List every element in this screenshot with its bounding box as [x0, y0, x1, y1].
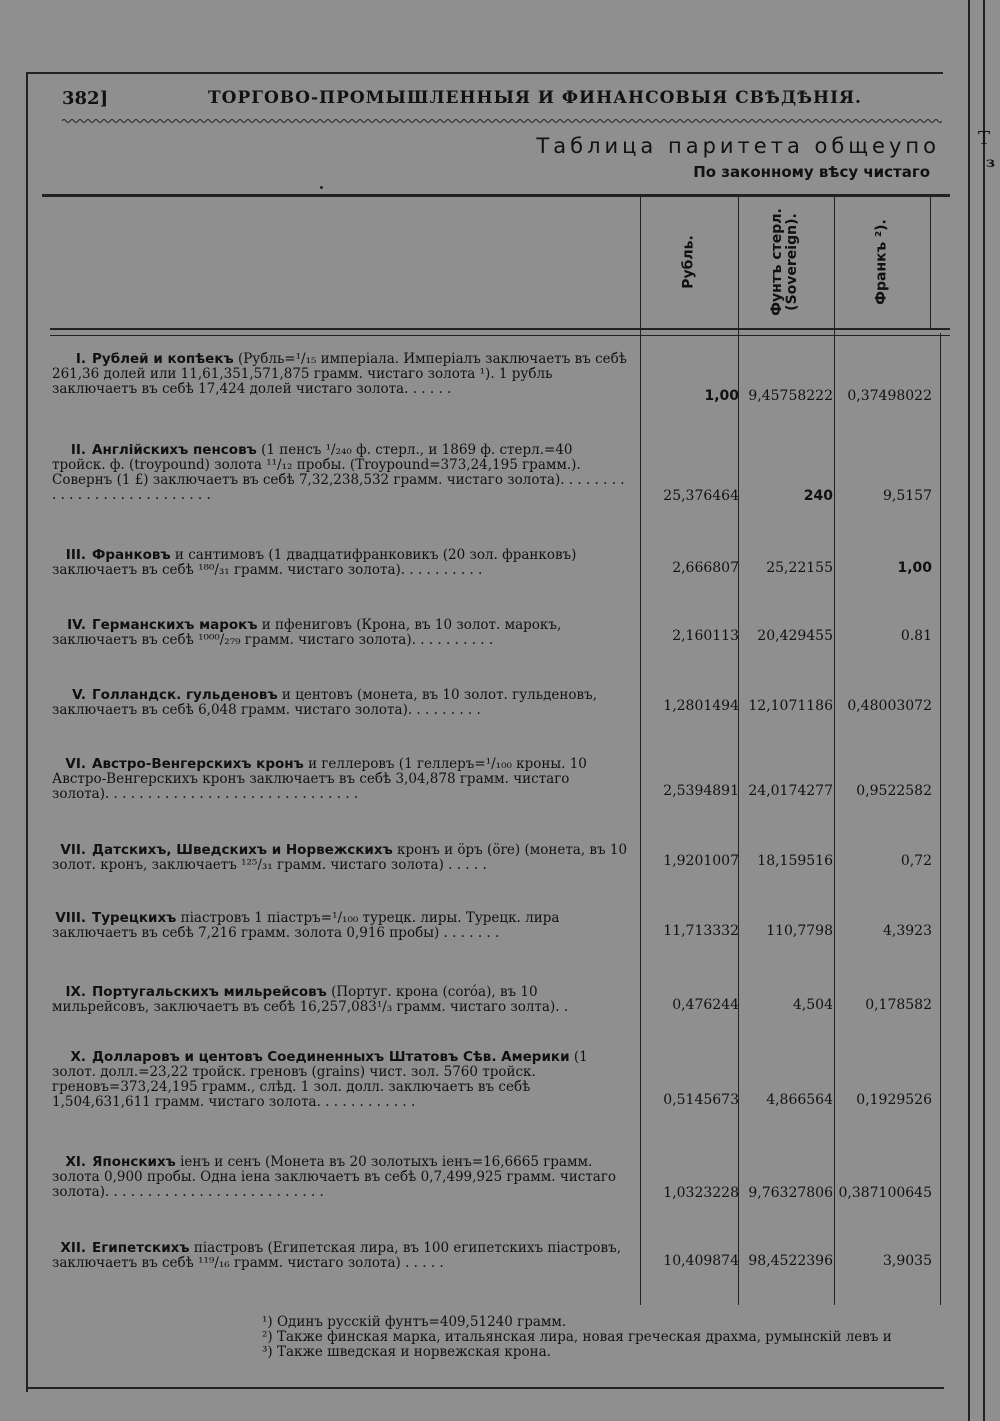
row-number: IX.: [65, 984, 86, 1000]
row-description: [52, 1050, 630, 1110]
row-currency-name: Португальскихъ мильрейсовъ: [92, 984, 327, 1000]
column-divider-4: [930, 197, 931, 328]
row-text: іенъ и сенъ (Монета въ 20 золотыхъ іенъ=16,6665 грамм. золота 0,900 пробы. Одна іена заключаетъ въ себѣ 0,7,499,925 грамм. чистаго золота). . . . . . . . . . . . . . . . . . . . . . . . . .: [52, 1154, 617, 1200]
row-description: [52, 548, 630, 578]
value-pound: 25,22155: [766, 560, 833, 576]
row-currency-name: Австро-Венгерскихъ кронъ: [92, 756, 304, 772]
row-description: [52, 911, 630, 941]
value-rub: 0,476244: [672, 997, 739, 1013]
table-subtitle: По законному вѣсу чистаго: [693, 163, 930, 181]
column-divider-1: [640, 197, 641, 1305]
row-number: IV.: [67, 617, 86, 633]
value-pound: 110,7798: [766, 923, 833, 939]
value-rub: 1,0323228: [663, 1185, 739, 1201]
row-text: и пфениговъ (Крона, въ 10 золот. марокъ, заключаетъ въ себѣ ¹⁰⁰⁰/₂₇₉ грамм. чистаго золота). . . . . . . . . .: [52, 617, 562, 648]
row-description: [52, 985, 630, 1015]
column-divider-3: [834, 197, 835, 1305]
value-franc: 0,387100645: [838, 1185, 932, 1201]
value-franc: 1,00: [897, 560, 932, 576]
value-franc: 0,48003072: [847, 698, 932, 714]
value-rub: 11,713332: [663, 923, 739, 939]
page-edge-right: [968, 0, 970, 1421]
column-header-pound: [755, 200, 815, 324]
row-currency-name-2: Соединенныхъ Штатовъ Сѣв. Америки: [267, 1049, 570, 1065]
next-page-fragment: Т: [978, 128, 993, 149]
value-rub: 1,2801494: [663, 698, 739, 714]
value-rub: 0,5145673: [663, 1092, 739, 1108]
ink-dot: [320, 186, 323, 189]
row-number: VII.: [60, 842, 86, 858]
top-rule: [28, 72, 943, 74]
value-pound: 12,1071186: [748, 698, 833, 714]
row-currency-name: Франковъ: [92, 547, 171, 563]
page-number: 382]: [62, 88, 109, 109]
running-title: ТОРГОВО-ПРОМЫШЛЕННЫЯ И ФИНАНСОВЫЯ СВѢДѢНІЯ.: [208, 88, 862, 108]
table-title: Таблица паритета общеупо: [536, 134, 940, 158]
row-description: [52, 757, 630, 802]
row-currency-name: Египетскихъ: [92, 1240, 190, 1256]
row-description: [52, 352, 630, 397]
footnote-2: ²) Также финская марка, итальянская лира, новая греческая драхма, румынскій левъ и: [262, 1329, 892, 1345]
value-rub: 2,666807: [672, 560, 739, 576]
table-top-rule: [42, 194, 950, 197]
value-pound: 9,45758222: [748, 388, 833, 404]
wavy-divider: [62, 116, 942, 126]
column-header-rub: [659, 200, 719, 324]
page-edge-left: [26, 72, 28, 1392]
row-text: (1 пенсъ ¹/₂₄₀ ф. стерл., и 1869 ф. стерл.=40 тройск. ф. (troypound) золота ¹¹/₁₂ пробы. (Troypound=373,24,195 грамм.). Совернъ (1 £) заключаетъ въ себѣ 7,32,238,532 грамм. чистаго золота). . . . . . . . . . . . . . . . . . . . . . . . . . .: [52, 442, 625, 503]
row-description: [52, 688, 630, 718]
row-currency-name: Англійскихъ пенсовъ: [92, 442, 257, 458]
row-number: XII.: [60, 1240, 86, 1256]
row-currency-name: Датскихъ, Шведскихъ и Норвежскихъ: [92, 842, 393, 858]
value-pound: 98,4522396: [748, 1253, 833, 1269]
value-pound: 240: [803, 488, 833, 504]
value-franc: 0.81: [900, 628, 932, 644]
value-franc: 0,37498022: [847, 388, 932, 404]
row-currency-name: Рублей и копѣекъ: [92, 351, 234, 367]
value-rub: 25,376464: [663, 488, 739, 504]
value-franc: 3,9035: [883, 1253, 932, 1269]
row-currency-name: Долларовъ и центовъ: [92, 1049, 263, 1065]
value-franc: 0,1929526: [856, 1092, 932, 1108]
row-description: [52, 1241, 630, 1271]
row-number: VIII.: [55, 910, 86, 926]
page-header: [62, 88, 942, 114]
row-text: (1 золот. долл.=23,22 тройск. греновъ (grains) чист. зол. 5760 тройск. греновъ=373,24,195 грамм., слѣд. 1 зол. долл. заключаетъ въ себѣ 1,504,631,611 грамм. чистаго золота. . . . . . . . . . . .: [52, 1049, 588, 1110]
row-text: и сантимовъ (1 двадцатифранковикъ (20 зол. франковъ) заключаетъ въ себѣ ¹⁸⁰/₃₁ грамм. чистаго золота). . . . . . . . . .: [52, 547, 577, 578]
header-bottom-rule: [50, 328, 950, 336]
value-rub: 2,160113: [672, 628, 739, 644]
value-franc: 4,3923: [883, 923, 932, 939]
column-header-pound-label: Фунтъ стерл. (Sovereign).: [769, 208, 800, 316]
row-number: X.: [70, 1049, 86, 1065]
row-description: [52, 843, 630, 873]
row-number: II.: [70, 442, 86, 458]
value-pound: 20,429455: [757, 628, 833, 644]
row-text: піастровъ (Египетская лира, въ 100 египетскихъ піастровъ, заключаетъ въ себѣ ¹¹⁹/₁₆ грамм. чистаго золота) . . . . .: [52, 1240, 622, 1271]
row-number: VI.: [65, 756, 86, 772]
value-franc: 0,72: [900, 853, 932, 869]
value-rub: 2,5394891: [663, 783, 739, 799]
value-pound: 18,159516: [757, 853, 833, 869]
column-header-rub-label: Рубль.: [680, 235, 697, 289]
column-divider-2: [738, 197, 739, 1305]
value-pound: 4,866564: [766, 1092, 833, 1108]
row-number: I.: [75, 351, 86, 367]
column-divider-right: [940, 333, 941, 1305]
next-page-fragment-2: з: [986, 155, 995, 171]
row-description: [52, 1155, 630, 1200]
row-text: піастровъ 1 піастръ=¹/₁₀₀ турецк. лиры. Турецк. лира заключаетъ въ себѣ 7,216 грамм. золота 0,916 пробы) . . . . . . .: [52, 910, 560, 941]
row-text: кронъ и öръ (öre) (монета, въ 10 золот. кронъ, заключаетъ ¹²⁵/₃₁ грамм. чистаго золота) . . . . .: [52, 842, 628, 873]
value-pound: 4,504: [792, 997, 833, 1013]
footnote-3: ³) Также шведская и норвежская крона.: [262, 1344, 551, 1360]
value-pound: 24,0174277: [748, 783, 833, 799]
row-text: (Рубль=¹/₁₅ имперіала. Имперіалъ заключаетъ въ себѣ 261,36 долей или 11,61,351,571,875 грамм. чистаго золота ¹). 1 рубль заключаетъ въ себѣ 17,424 долей чистаго золота. . . . . .: [52, 351, 627, 397]
row-description: [52, 618, 630, 648]
row-number: V.: [72, 687, 86, 703]
row-currency-name: Турецкихъ: [92, 910, 177, 926]
value-franc: 9,5157: [883, 488, 932, 504]
value-rub: 10,409874: [663, 1253, 739, 1269]
row-text: и геллеровъ (1 геллеръ=¹/₁₀₀ кроны. 10 Австро-Венгерскихъ кронъ заключаетъ въ себѣ 3,04,878 грамм. чистаго золота). . . . . . . . . . . . . . . . . . . . . . . . . . . . . .: [52, 756, 587, 802]
value-pound: 9,76327806: [748, 1185, 833, 1201]
column-header-franc: [852, 200, 912, 324]
row-currency-name: Германскихъ марокъ: [92, 617, 258, 633]
value-rub: 1,9201007: [663, 853, 739, 869]
value-rub: 1,00: [704, 388, 739, 404]
value-franc: 0,178582: [865, 997, 932, 1013]
row-text: (Португ. крона (coróa), въ 10 мильрейсовъ, заключаетъ въ себѣ 16,257,083¹/₃ грамм. чистаго золта). .: [52, 984, 569, 1015]
row-number: XI.: [65, 1154, 86, 1170]
footnotes: [262, 1315, 952, 1360]
row-currency-name: Голландск. гульденовъ: [92, 687, 278, 703]
page-edge-right-outer: [983, 0, 985, 1421]
value-franc: 0,9522582: [856, 783, 932, 799]
footnote-1: ¹) Одинъ русскій фунтъ=409,51240 грамм.: [262, 1314, 567, 1330]
row-description: [52, 443, 630, 503]
row-text: и центовъ (монета, въ 10 золот. гульденовъ, заключаетъ въ себѣ 6,048 грамм. чистаго золота). . . . . . . . .: [52, 687, 597, 718]
bottom-rule: [26, 1387, 944, 1389]
row-number: III.: [65, 547, 86, 563]
column-header-franc-label: Франкъ ²).: [873, 219, 890, 305]
row-currency-name: Японскихъ: [92, 1154, 176, 1170]
